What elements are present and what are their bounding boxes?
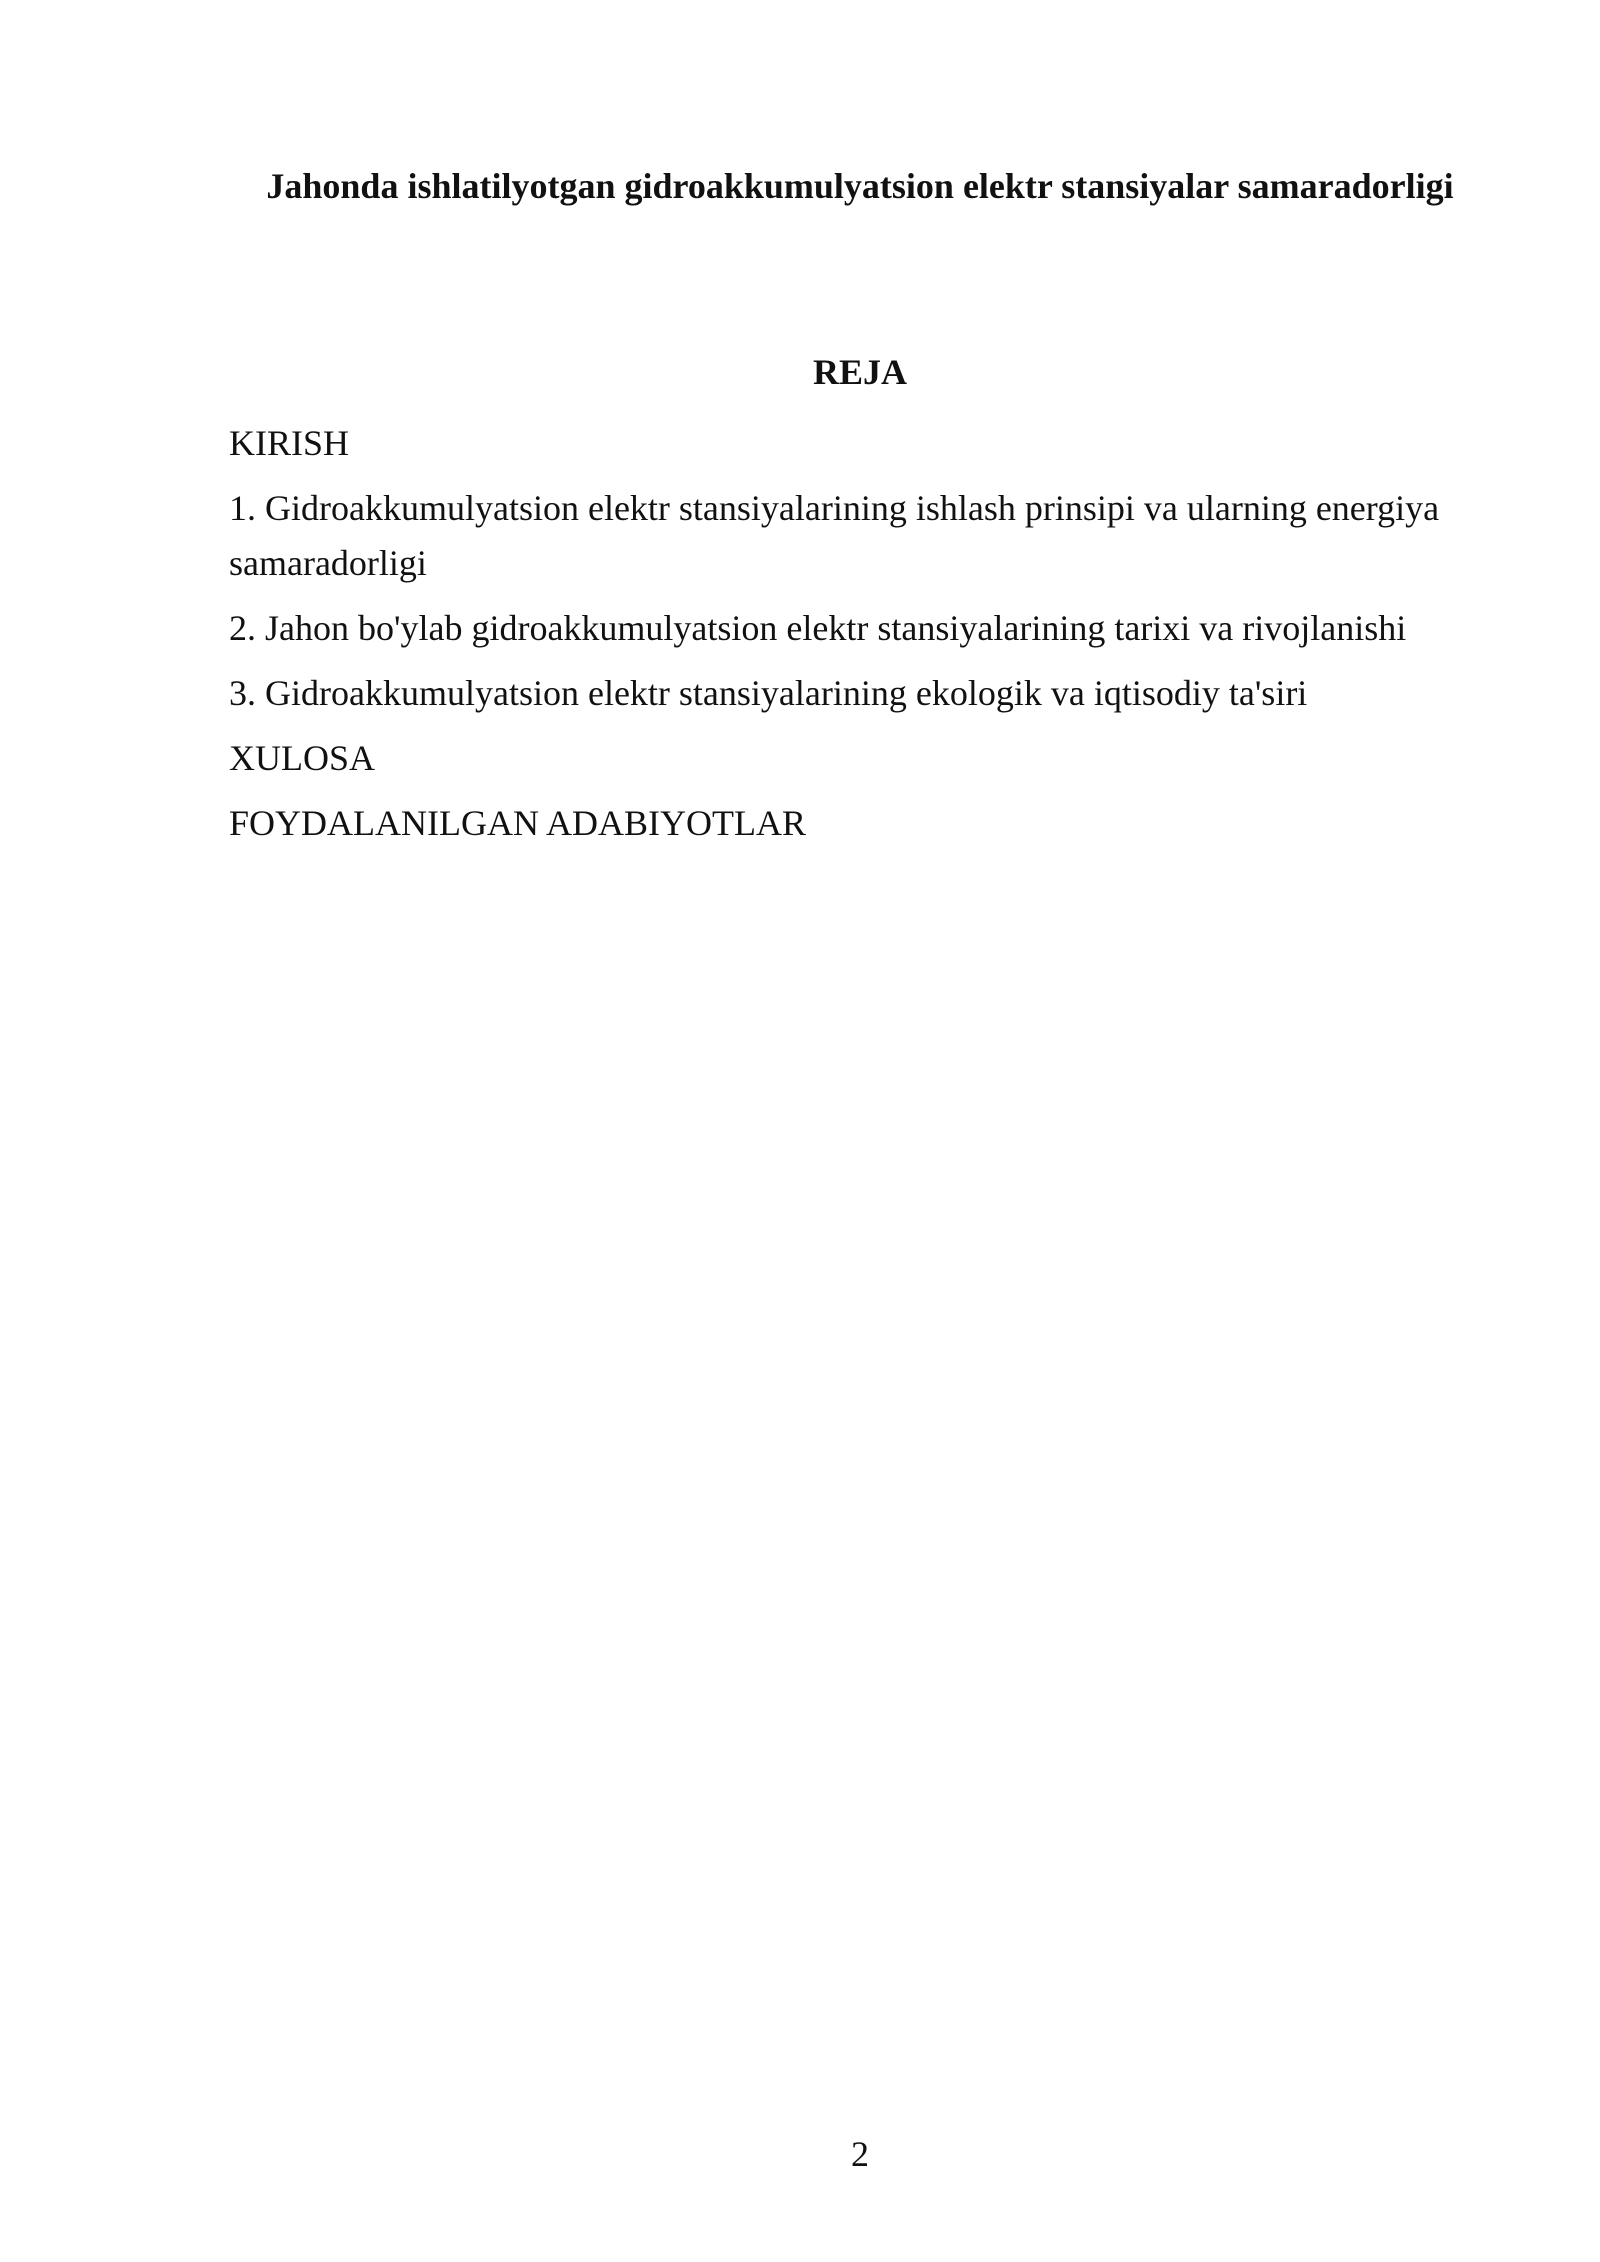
document-title: Jahonda ishlatilyotgan gidroakkumulyatsion elektr stansiyalar samaradorligi: [266, 166, 1454, 206]
plan-item-adabiyotlar: FOYDALANILGAN ADABIYOTLAR: [229, 803, 806, 843]
plan-heading: REJA: [812, 352, 907, 392]
plan-item-kirish: KIRISH: [229, 423, 350, 463]
page-number: 2: [851, 2134, 869, 2174]
plan-item-2: 2. Jahon bo'ylab gidroakkumulyatsion elektr stansiyalarining tarixi va rivojlanishi: [229, 608, 1407, 648]
plan-item-1: 1. Gidroakkumulyatsion elektr stansiyalarining ishlash prinsipi va ularning energiya samaradorligi: [229, 488, 1440, 583]
plan-item-xulosa: XULOSA: [229, 738, 376, 778]
plan-list: [229, 416, 1469, 861]
plan-item-3: 3. Gidroakkumulyatsion elektr stansiyalarining ekologik va iqtisodiy ta'siri: [229, 673, 1308, 713]
